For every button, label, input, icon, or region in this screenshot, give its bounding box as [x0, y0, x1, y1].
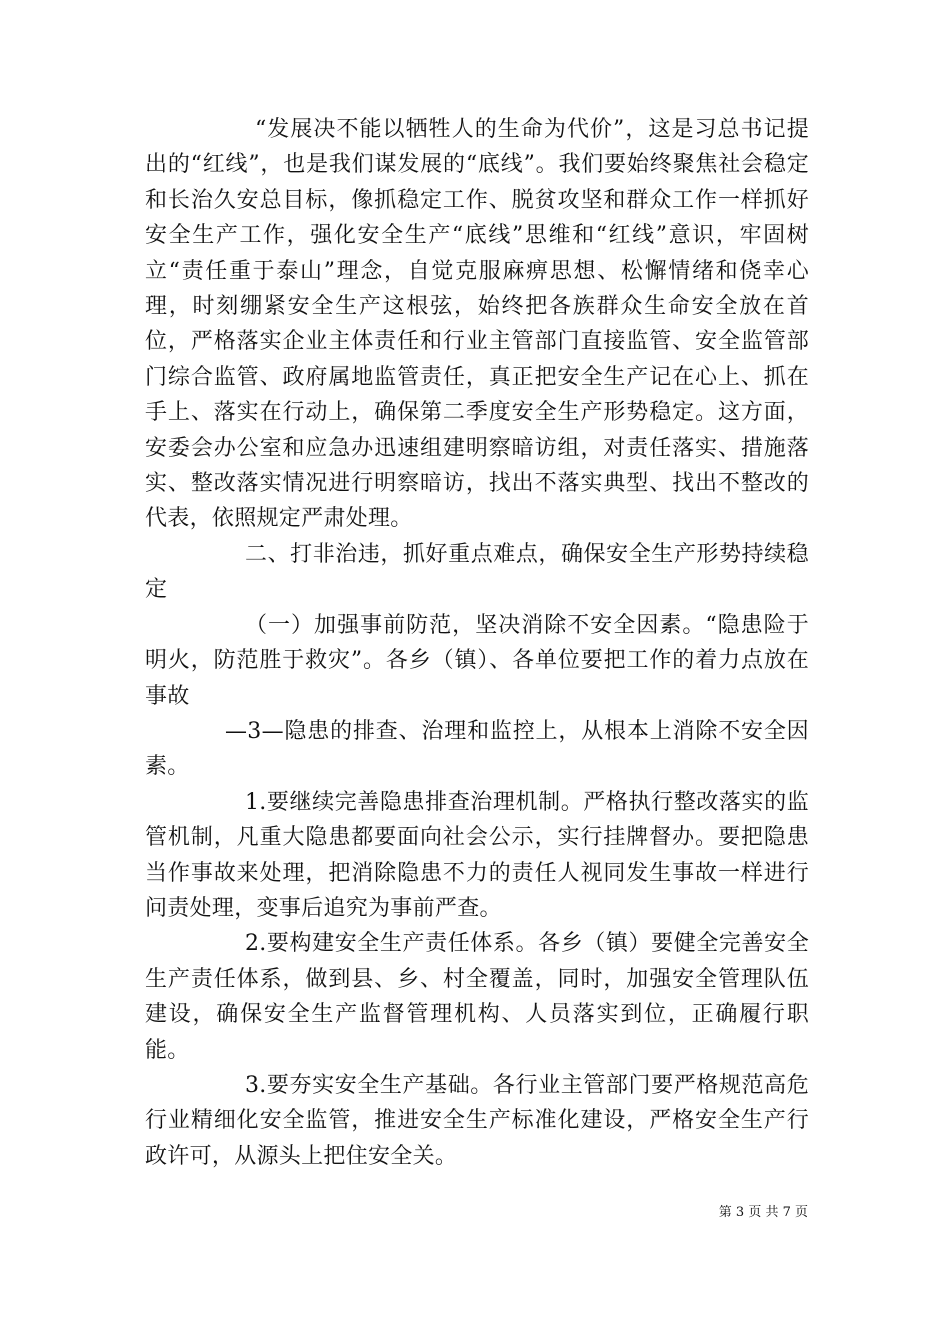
document-body	[145, 112, 809, 1174]
section-heading-two: 二、打非治违，抓好重点难点，确保安全生产形势持续稳定	[145, 541, 809, 603]
page-number-footer: 第 3 页 共 7 页	[718, 1205, 808, 1220]
paragraph-bottom-line: “发展决不能以牺牲人的生命为代价”，这是习总书记提出的“红线”，也是我们谋发展的“底线”。我们要始终聚焦社会稳定和长治久安总目标，像抓稳定工作、脱贫攻坚和群众工作一样抓好安全生产工作，强化安全生产“底线”思维和“红线”意识，牢固树立“责任重于泰山”理念，自觉克服麻痹思想、松懈情绪和侥幸心理，时刻绷紧安全生产这根弦，始终把各族群众生命安全放在首位，严格落实企业主体责任和行业主管部门直接监管、安全监管部门综合监管、政府属地监管责任，真正把安全生产记在心上、抓在手上、落实在行动上，确保第二季度安全生产形势稳定。这方面，安委会办公室和应急办迅速组建明察暗访组，对责任落实、措施落实、整改落实情况进行明察暗访，找出不落实典型、找出不整改的代表，依照规定严肃处理。	[145, 117, 809, 532]
subsection-heading-one: （一）加强事前防范，坚决消除不安全因素。“隐患险于明火，防范胜于救灾”。各乡（镇）、各单位要把工作的着力点放在事故	[145, 612, 809, 709]
list-item-2: 2.要构建安全生产责任体系。各乡（镇）要健全完善安全生产责任体系，做到县、乡、村全覆盖，同时，加强安全管理队伍建设，确保安全生产监督管理机构、人员落实到位，正确履行职能。	[145, 931, 809, 1063]
paragraph-continuation: —3—隐患的排查、治理和监控上，从根本上消除不安全因素。	[145, 718, 809, 780]
list-item-3: 3.要夯实安全生产基础。各行业主管部门要严格规范高危行业精细化安全监管，推进安全生产标准化建设，严格安全生产行政许可，从源头上把住安全关。	[145, 1072, 809, 1169]
list-item-1: 1.要继续完善隐患排查治理机制。严格执行整改落实的监管机制，凡重大隐患都要面向社会公示，实行挂牌督办。要把隐患当作事故来处理，把消除隐患不力的责任人视同发生事故一样进行问责处理，变事后追究为事前严查。	[145, 789, 809, 921]
